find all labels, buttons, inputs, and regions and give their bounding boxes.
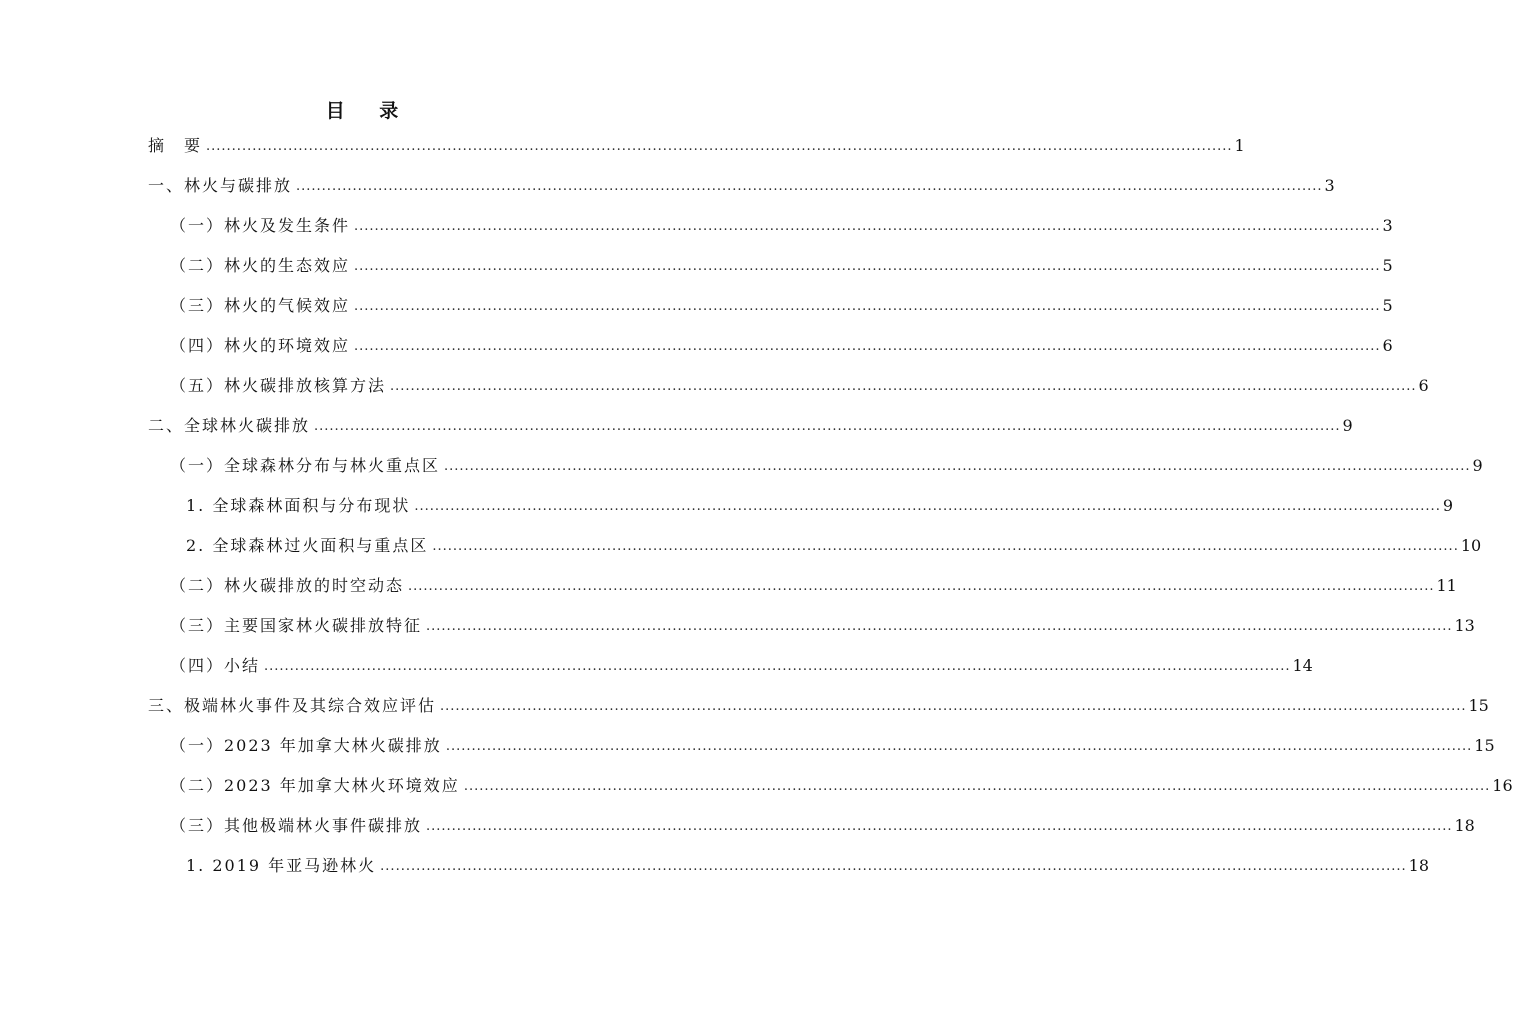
toc-entry-label: 1. 2019 年亚马逊林火 [186,856,377,875]
toc-leader-dots: ........................................................................................................................................................................................................ [314,419,1341,434]
toc-entry[interactable] [170,606,1475,636]
toc-leader-dots: ........................................................................................................................................................................................................ [463,779,1491,794]
toc-entry[interactable] [170,566,1457,596]
toc-entry-page: 16 [1492,776,1513,795]
toc-title: 目 录 [325,100,413,122]
toc-entry-page: 5 [1382,256,1393,275]
toc-entry[interactable] [186,486,1454,516]
toc-entry[interactable] [170,286,1393,316]
toc-entry-page: 11 [1436,576,1457,595]
toc-leader-dots: ........................................................................................................................................................................................................ [426,819,1453,834]
toc-leader-dots: ........................................................................................................................................................................................................ [440,699,1467,714]
toc-entry-label: （二）林火的生态效应 [170,256,351,275]
toc-entry-page: 9 [1472,456,1483,475]
toc-entry-label: 2. 全球森林过火面积与重点区 [186,536,429,555]
toc-entry-page: 3 [1382,216,1393,235]
toc-entry[interactable] [170,446,1483,476]
toc-entry[interactable] [170,206,1393,236]
toc-entry-page: 6 [1418,376,1429,395]
toc-entry-label: （三）主要国家林火碳排放特征 [170,616,423,635]
toc-entry[interactable] [170,646,1313,676]
toc-leader-dots: ........................................................................................................................................................................................................ [296,179,1323,194]
toc-entry-page: 5 [1382,296,1393,315]
toc-entry-label: （三）其他极端林火事件碳排放 [170,816,423,835]
toc-leader-dots: ........................................................................................................................................................................................................ [426,619,1453,634]
toc-entry-label: 摘 要 [148,136,203,155]
toc-leader-dots: ........................................................................................................................................................................................................ [354,259,1381,274]
toc-entry-page: 9 [1342,416,1353,435]
toc-entry-page: 18 [1408,856,1429,875]
toc-leader-dots: ........................................................................................................................................................................................................ [390,379,1417,394]
toc-entry[interactable] [186,846,1429,876]
toc-entry[interactable] [170,326,1393,356]
toc-entry-page: 15 [1474,736,1495,755]
toc-entry[interactable] [170,766,1513,796]
toc-leader-dots: ........................................................................................................................................................................................................ [444,459,1471,474]
toc-entry[interactable] [170,726,1495,756]
toc-entry-page: 9 [1442,496,1454,515]
toc-entry-page: 14 [1292,656,1313,675]
toc-entry-label: （一）全球森林分布与林火重点区 [170,456,441,475]
toc-entry[interactable] [186,526,1482,556]
toc-leader-dots: ........................................................................................................................................................................................................ [408,579,1435,594]
toc-entry-label: 二、全球林火碳排放 [148,416,311,435]
toc-entry-page: 3 [1324,176,1335,195]
toc-entry-label: 三、极端林火事件及其综合效应评估 [148,696,437,715]
toc-leader-dots: ........................................................................................................................................................................................................ [380,859,1407,874]
toc-leader-dots: ........................................................................................................................................................................................................ [206,139,1233,154]
toc-leader-dots: ........................................................................................................................................................................................................ [264,659,1291,674]
toc-entry-page: 6 [1382,336,1393,355]
toc-entry-label: （一）林火及发生条件 [170,216,351,235]
toc-entry-label: （五）林火碳排放核算方法 [170,376,387,395]
toc-entry[interactable] [148,406,1353,436]
toc-entry-page: 18 [1454,816,1475,835]
toc-entry[interactable] [170,246,1393,276]
toc-leader-dots: ........................................................................................................................................................................................................ [432,539,1459,554]
toc-entry-label: （四）小结 [170,656,261,675]
toc-leader-dots: ........................................................................................................................................................................................................ [354,339,1381,354]
toc-entry-label: （二）林火碳排放的时空动态 [170,576,405,595]
toc-entry-page: 10 [1460,536,1482,555]
toc-entry-label: （三）林火的气候效应 [170,296,351,315]
toc-entry-label: （一）2023 年加拿大林火碳排放 [170,736,442,755]
toc-entry[interactable] [170,366,1429,396]
toc-entry[interactable] [148,166,1335,196]
toc-entry[interactable] [170,806,1475,836]
toc-entry[interactable] [148,686,1489,716]
toc-leader-dots: ........................................................................................................................................................................................................ [414,499,1441,514]
toc-entry-label: （四）林火的环境效应 [170,336,351,355]
toc-leader-dots: ........................................................................................................................................................................................................ [445,739,1473,754]
toc-entry[interactable] [148,126,1245,156]
toc-entry-label: 1. 全球森林面积与分布现状 [186,496,411,515]
toc-entry-page: 13 [1454,616,1475,635]
toc-entry-label: （二）2023 年加拿大林火环境效应 [170,776,460,795]
toc-entry-page: 1 [1234,136,1245,155]
toc-entry-label: 一、林火与碳排放 [148,176,293,195]
toc-leader-dots: ........................................................................................................................................................................................................ [354,299,1381,314]
toc-entry-page: 15 [1468,696,1489,715]
toc-leader-dots: ........................................................................................................................................................................................................ [354,219,1381,234]
